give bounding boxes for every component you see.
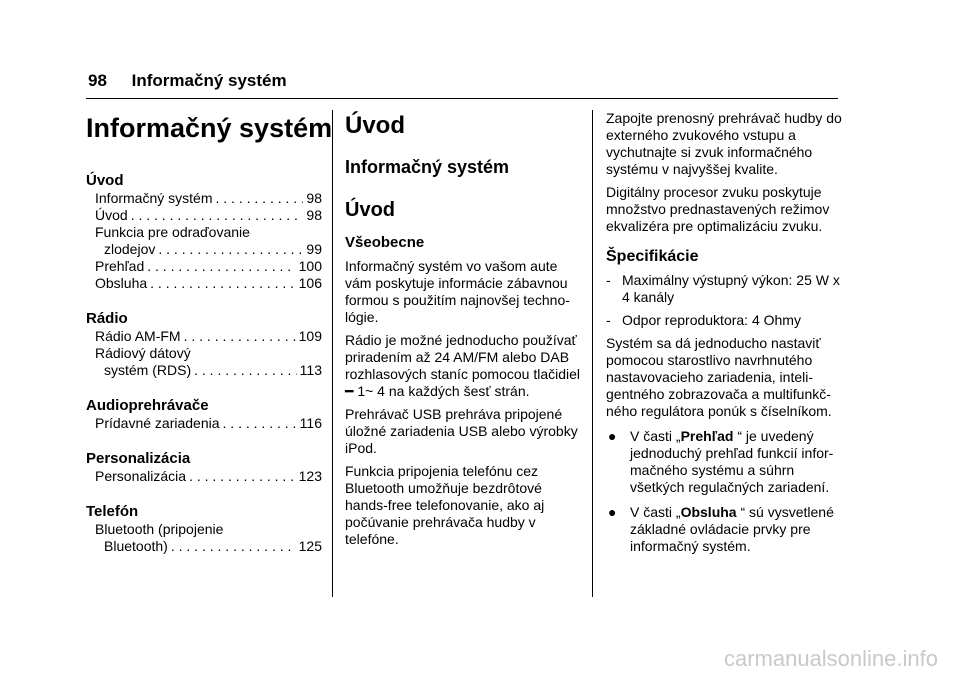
toc-leader bbox=[131, 207, 304, 224]
toc-entry-text: Prídavné zariadenia bbox=[95, 415, 220, 431]
toc-entry-text: systém (RDS) bbox=[104, 362, 192, 378]
bullet-prefix: V časti „ bbox=[630, 504, 681, 520]
bullet-item bbox=[606, 428, 842, 496]
toc-entry[interactable] bbox=[86, 538, 322, 555]
bullet-bold: Obsluha bbox=[680, 504, 737, 520]
toc-entry-page: 109 bbox=[298, 328, 322, 344]
topic-heading: Všeobecne bbox=[345, 234, 425, 251]
paragraph: Funkcia pripojenia telefónu cez Bluetooth umožňuje bezdrôtové hands-free telefonovanie, ako aj počúvanie prehrávača hudby v telefóne. bbox=[345, 463, 545, 547]
bullet-suffix: “ je uvedený jednoduchý prehľad funkcií infor-mačného systému a súhrn všetkých regulačných zariadení. bbox=[630, 428, 834, 495]
toc-entry-page: 123 bbox=[298, 468, 322, 484]
spec-item bbox=[606, 272, 842, 306]
bullet-item bbox=[606, 504, 842, 555]
bullet-icon: ● bbox=[608, 504, 617, 520]
chapter-title: Informačný systém bbox=[86, 113, 333, 143]
toc-section-title: Rádio bbox=[86, 310, 128, 327]
toc-entry-page: 106 bbox=[298, 275, 322, 291]
column-divider bbox=[592, 110, 593, 597]
preset-buttons-icon: ━ bbox=[345, 383, 354, 399]
paragraph-text: 1~ 4 na každých šesť strán. bbox=[353, 383, 530, 399]
toc-entry-page: 113 bbox=[299, 362, 322, 378]
toc-entry-page: 98 bbox=[306, 190, 322, 206]
toc-leader bbox=[184, 328, 296, 345]
spec-item bbox=[606, 312, 842, 329]
toc-entry[interactable] bbox=[86, 275, 322, 292]
toc-leader bbox=[147, 258, 295, 275]
header-rule bbox=[86, 98, 838, 99]
toc-entry-text: Úvod bbox=[95, 207, 128, 223]
toc-entry-page: 100 bbox=[298, 258, 322, 274]
spec-text: Odpor reproduktora: 4 Ohmy bbox=[622, 312, 801, 328]
toc-entry[interactable] bbox=[86, 362, 322, 379]
paragraph: Systém sa dá jednoducho nastaviť pomocou starostlivo navrhnutého nastavovacieho zariadenia, inteli-gentného zobrazovača a multifunkč-ného regulátora ponúk s číselníkom. bbox=[606, 335, 832, 419]
right-column bbox=[606, 100, 842, 555]
toc-entry-text: Obsluha bbox=[95, 275, 148, 291]
toc-entry-page: 98 bbox=[306, 207, 322, 223]
toc-leader bbox=[171, 538, 296, 555]
toc-entry-page: 116 bbox=[299, 415, 322, 431]
section-heading: Úvod bbox=[345, 112, 405, 139]
toc-entry[interactable] bbox=[86, 190, 322, 207]
toc-entry-text[interactable]: Bluetooth (pripojenie bbox=[95, 521, 224, 537]
toc-leader bbox=[150, 275, 295, 292]
paragraph: Zapojte prenosný prehrávač hudby do externého zvukového vstupu a vychutnajte si zvuk informačného systému v najvyššej kvalite. bbox=[606, 110, 842, 177]
toc-entry-text: zlodejov bbox=[104, 241, 156, 257]
specifications-heading: Špecifikácie bbox=[606, 248, 699, 265]
toc-leader bbox=[189, 468, 296, 485]
toc-leader bbox=[223, 415, 297, 432]
toc-section-title: Telefón bbox=[86, 503, 139, 520]
paragraph: Informačný systém vo vašom aute vám poskytuje informácie zábavnou formou s použitím najnovšej techno-lógie. bbox=[345, 258, 570, 325]
toc-entry[interactable] bbox=[86, 468, 322, 485]
page-header bbox=[88, 71, 287, 91]
bullet-text bbox=[630, 504, 842, 555]
bullet-prefix: V časti „ bbox=[630, 428, 681, 444]
toc-entry-text: Prehľad bbox=[95, 258, 145, 274]
bullet-suffix: “ sú vysvetlené základné ovládacie prvky pre informačný systém. bbox=[630, 504, 834, 554]
toc-entry[interactable] bbox=[86, 415, 322, 432]
toc-entry[interactable] bbox=[86, 328, 322, 345]
spec-text: Maximálny výstupný výkon: 25 W x 4 kanály bbox=[622, 272, 840, 305]
toc-entry-text[interactable]: Rádiový dátový bbox=[95, 345, 191, 361]
middle-column bbox=[345, 100, 580, 548]
toc-entry[interactable] bbox=[86, 258, 322, 275]
page-number: 98 bbox=[88, 71, 107, 90]
dash-marker: - bbox=[606, 312, 611, 328]
paragraph: Digitálny procesor zvuku poskytuje množstvo prednastavených režimov ekvalizéra pre optimalizáciu zvuku. bbox=[606, 184, 830, 234]
toc-entry-text[interactable]: Funkcia pre odraďovanie bbox=[95, 224, 250, 240]
toc-section-title: Audioprehrávače bbox=[86, 397, 209, 414]
toc-entry-text: Personalizácia bbox=[95, 468, 187, 484]
toc-entry-text: Bluetooth) bbox=[104, 538, 168, 554]
paragraph-text: Rádio je možné jednoducho používať priradením až 24 AM/FM alebo DAB rozhlasových staníc pomocou tlačidiel bbox=[345, 332, 581, 382]
watermark: carmanualsonline.info bbox=[723, 646, 938, 671]
toc-entry-text: Rádio AM-FM bbox=[95, 328, 181, 344]
paragraph: Prehrávač USB prehráva pripojené úložné zariadenia USB alebo výrobky iPod. bbox=[345, 406, 578, 456]
toc-section-title: Personalizácia bbox=[86, 450, 191, 467]
toc-section-title: Úvod bbox=[86, 172, 124, 189]
toc-entry-text: Informačný systém bbox=[95, 190, 213, 206]
bullet-icon: ● bbox=[608, 428, 617, 444]
subsection-heading: Informačný systém bbox=[345, 157, 510, 177]
toc-entry-page: 99 bbox=[306, 241, 322, 257]
bullet-text bbox=[630, 428, 842, 496]
dash-marker: - bbox=[606, 272, 611, 288]
subsection-heading: Úvod bbox=[345, 199, 395, 221]
toc-leader bbox=[158, 241, 303, 258]
chapter-toc bbox=[86, 100, 333, 555]
toc-leader bbox=[215, 190, 303, 207]
bullet-bold: Prehľad bbox=[680, 428, 734, 444]
toc-leader bbox=[194, 362, 297, 379]
toc-entry[interactable] bbox=[86, 207, 322, 224]
toc-entry[interactable] bbox=[86, 241, 322, 258]
paragraph bbox=[345, 332, 580, 400]
toc-entry-page: 125 bbox=[298, 538, 322, 554]
column-divider bbox=[332, 110, 333, 597]
running-title: Informačný systém bbox=[131, 71, 287, 90]
